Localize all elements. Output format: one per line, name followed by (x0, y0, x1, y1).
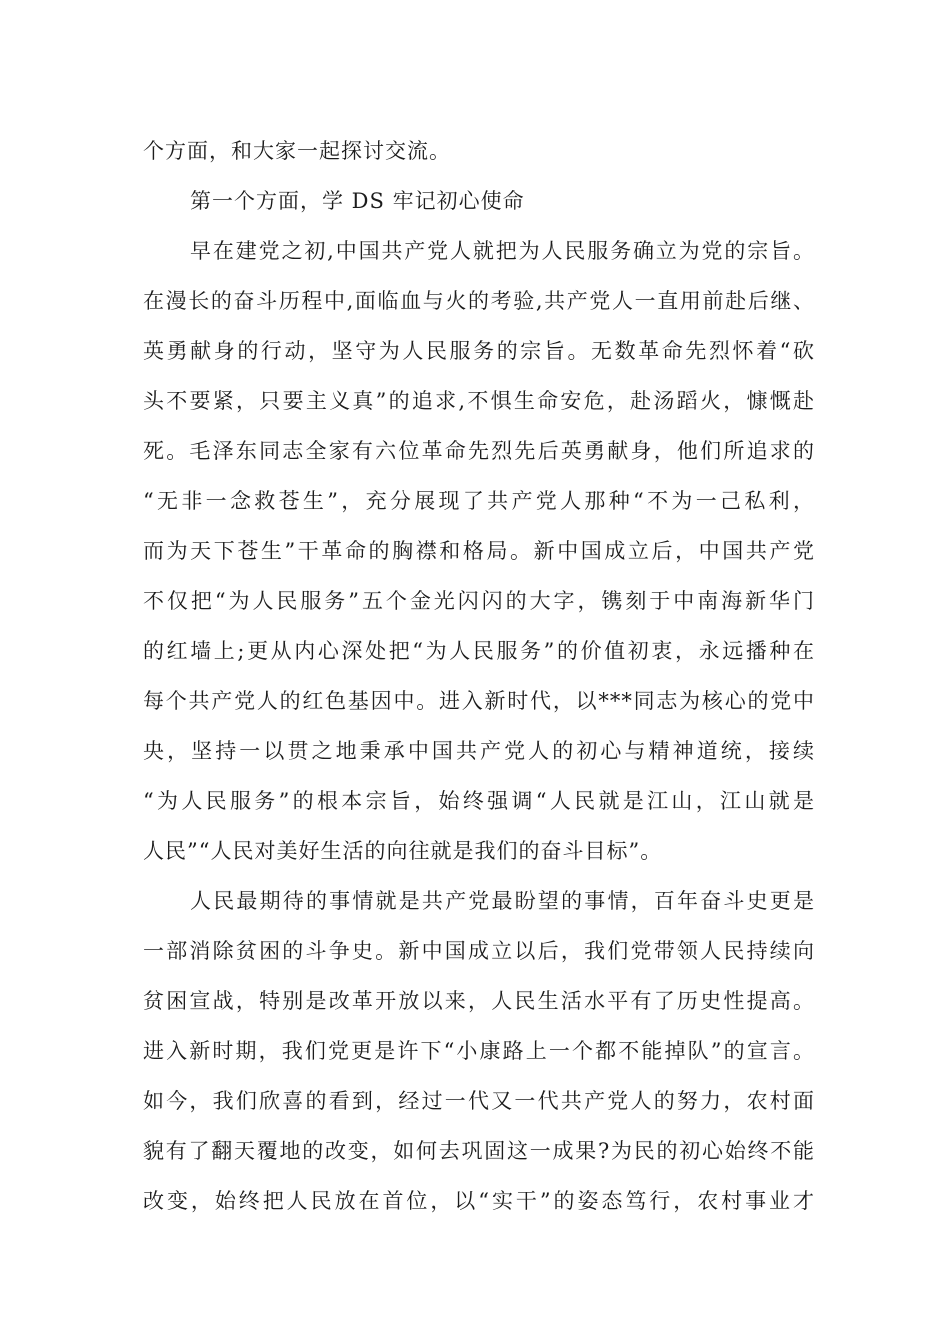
text-line: 英勇献身的行动，坚守为人民服务的宗旨。无数革命先烈怀着“砍 (143, 339, 815, 363)
text-line: 进入新时期，我们党更是许下“小康路上一个都不能掉队”的宣言。 (143, 1039, 815, 1063)
text-line: 改变，始终把人民放在首位，以“实干”的姿态笃行，农村事业才 (143, 1189, 815, 1213)
text-line: 人民最期待的事情就是共产党最盼望的事情，百年奋斗史更是 (190, 889, 815, 913)
text-line: 一部消除贫困的斗争史。新中国成立以后，我们党带领人民持续向 (143, 939, 815, 963)
text-line: 死。毛泽东同志全家有六位革命先烈先后英勇献身，他们所追求的 (143, 439, 815, 463)
text-line: 貌有了翻天覆地的改变，如何去巩固这一成果?为民的初心始终不能 (143, 1139, 815, 1163)
text-line: 在漫长的奋斗历程中,面临血与火的考验,共产党人一直用前赴后继、 (143, 289, 815, 313)
text-line: 早在建党之初,中国共产党人就把为人民服务确立为党的宗旨。 (190, 239, 815, 263)
text-line: “无非一念救苍生”，充分展现了共产党人那种“不为一己私利， (143, 489, 815, 513)
text-line: 人民”“人民对美好生活的向往就是我们的奋斗目标”。 (143, 839, 663, 863)
text-line: 头不要紧，只要主义真”的追求,不惧生命安危，赴汤蹈火，慷慨赴 (143, 389, 815, 413)
text-line: 每个共产党人的红色基因中。进入新时代，以***同志为核心的党中 (143, 689, 815, 713)
text-line: 如今，我们欣喜的看到，经过一代又一代共产党人的努力，农村面 (143, 1089, 815, 1113)
text-block (143, 126, 815, 1226)
text-line: 而为天下苍生”干革命的胸襟和格局。新中国成立后，中国共产党 (143, 539, 815, 563)
text-line: 个方面，和大家一起探讨交流。 (143, 139, 451, 163)
text-line: 贫困宣战，特别是改革开放以来，人民生活水平有了历史性提高。 (143, 989, 815, 1013)
text-line: 不仅把“为人民服务”五个金光闪闪的大字，镌刻于中南海新华门 (143, 589, 815, 613)
text-line: “为人民服务”的根本宗旨，始终强调“人民就是江山，江山就是 (143, 789, 815, 813)
text-line: 央，坚持一以贯之地秉承中国共产党人的初心与精神道统，接续 (143, 739, 815, 763)
text-line: 的红墙上;更从内心深处把“为人民服务”的价值初衷，永远播种在 (143, 639, 815, 663)
section-heading: 第一个方面，学 DS 牢记初心使命 (190, 189, 525, 213)
